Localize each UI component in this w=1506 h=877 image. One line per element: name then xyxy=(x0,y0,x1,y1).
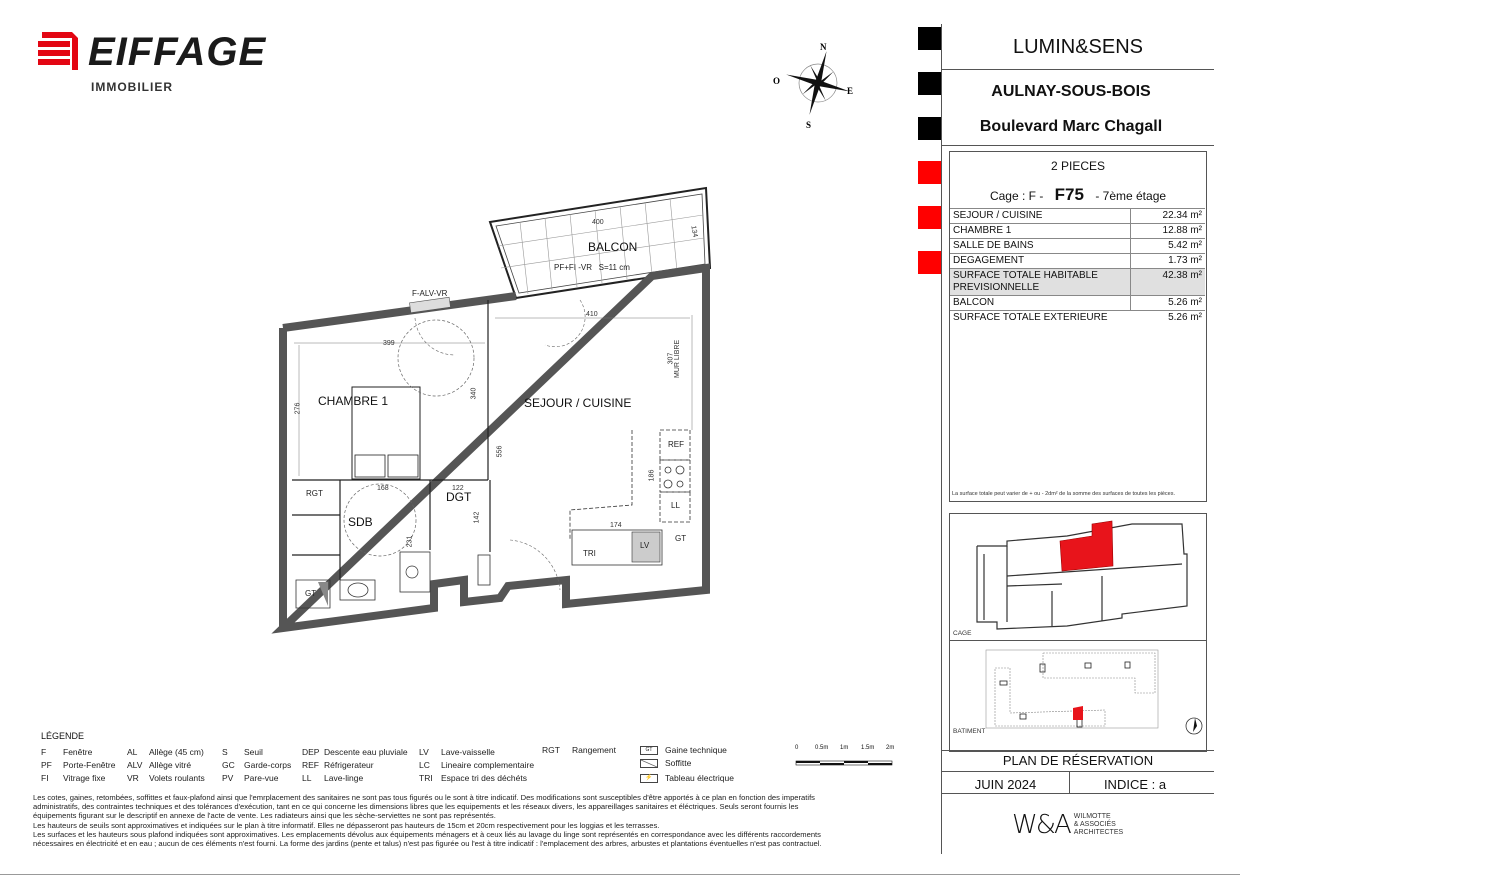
marker-black-1 xyxy=(918,27,941,50)
fixture-rgt: RGT xyxy=(306,489,323,498)
marker-red-1 xyxy=(918,161,941,184)
cage-value: F xyxy=(1028,189,1036,203)
page-bottom-rule xyxy=(0,874,1240,875)
marker-black-3 xyxy=(918,117,941,140)
surface-value: 12.88 m² xyxy=(1131,224,1205,239)
fixture-ll: LL xyxy=(671,501,680,510)
surface-label: SURFACE TOTALE HABITABLE PREVISIONNELLE xyxy=(950,269,1131,296)
marker-black-2 xyxy=(918,72,941,95)
separator: - xyxy=(1095,189,1100,203)
disclaimer-line: Les cotes, gaines, retombées, soffittes et faux-plafond ainsi que l'emrplacement des sanitaires ne sont pas tous figurés ou le sont à titre indicatif. Des modifications sont susceptibles d'être apportés à ce plan en fonction des imperatifs xyxy=(33,793,815,802)
dim-142: 142 xyxy=(473,511,481,524)
surface-label: DEGAGEMENT xyxy=(950,254,1131,269)
legend-abbr: AL xyxy=(127,747,138,757)
compass-rose-icon xyxy=(770,40,860,130)
cage-label: Cage : xyxy=(989,189,1026,203)
fixture-tri: TRI xyxy=(583,549,596,558)
keyplan-cage xyxy=(952,516,1204,638)
legend-text: Lave-linge xyxy=(324,773,364,783)
disclaimer-text xyxy=(33,793,923,848)
legend-abbr: DEP xyxy=(302,747,320,757)
keyplan-batiment-label: BATIMENT xyxy=(953,728,986,735)
legend-abbr: LL xyxy=(302,773,312,783)
disclaimer-line: Les hauteurs de seuils sont approximatives et indiquées sur le plan à titre informatif. Elles ne dépasseront pas hauteurs de 15cm et 20cm respectivement pour les loggias et les terrasses. xyxy=(33,820,660,830)
tableau-electrique-icon: ⚡ xyxy=(640,774,658,783)
mur-libre-label: MUR LIBRE xyxy=(674,339,681,378)
dim-399: 399 xyxy=(383,340,395,347)
legend-abbr: TRI xyxy=(419,773,433,783)
keyplan-divider xyxy=(950,640,1206,641)
architect-logo xyxy=(1012,810,1123,840)
svg-text:O: O xyxy=(773,76,781,86)
fixture-gt-kitchen: GT xyxy=(675,534,687,543)
legend-abbr: ALV xyxy=(127,760,143,770)
legend-text: Allège (45 cm) xyxy=(149,747,204,757)
legend-abbr: S xyxy=(222,747,228,757)
surface-label: BALCON xyxy=(950,296,1131,311)
legend-column xyxy=(222,747,291,783)
architect-line: WILMOTTE xyxy=(1073,813,1111,820)
legend-text: Volets roulants xyxy=(149,773,205,783)
opening-door-label: PF+FI -VR S=11 cm xyxy=(554,263,630,272)
scale-tick: 1m xyxy=(840,745,849,751)
panel-divider xyxy=(941,24,942,854)
disclaimer-line: administratifs, des contraintes techniques et des tolérances d'exécution, tant en ce qui concerne les dimensions libres que les equipements et les réseaux divers, les appareillages sanitaires et éléctriques. Seuls seront fournis les xyxy=(33,802,799,812)
scale-bar-graphic xyxy=(795,757,895,767)
legend-column xyxy=(302,747,408,783)
dim-134: 134 xyxy=(689,225,699,238)
scale-tick: 0.5m xyxy=(815,745,829,751)
legend-symbols xyxy=(640,745,734,783)
legend-text: Tableau électrique xyxy=(665,773,734,783)
surface-value: 22.34 m² xyxy=(1131,209,1205,224)
surface-label: SALLE DE BAINS xyxy=(950,239,1131,254)
legend-abbr: GC xyxy=(222,760,235,770)
legend-text: Réfrigerateur xyxy=(324,760,374,770)
legend-column xyxy=(542,745,616,755)
svg-text:S: S xyxy=(806,120,812,130)
marker-red-3 xyxy=(918,251,941,274)
legend-text: Vitrage fixe xyxy=(63,773,106,783)
legend-column xyxy=(419,747,534,783)
surface-value: 5.42 m² xyxy=(1131,239,1205,254)
divider xyxy=(942,771,1214,772)
dim-122: 122 xyxy=(452,485,464,492)
opening-window-label: F-ALV-VR xyxy=(412,289,448,298)
disclaimer-line: nécessaires en électricité et en eau ; aucun de ces éléments n'est fourni. La forme des jardins (pente et talus) n'est pas figurée ou l'est à titre indicatif : l'emplacement des arbres, arbustes et plantations éventuelles n'est pas contractuel. xyxy=(33,839,822,849)
legend-title: LÉGENDE xyxy=(41,731,85,741)
floor-plan xyxy=(270,180,730,640)
separator: - xyxy=(1039,189,1044,203)
legend-text: Allège vitré xyxy=(149,760,192,770)
room-label-chambre: CHAMBRE 1 xyxy=(318,394,389,408)
legend-text: Porte-Fenêtre xyxy=(63,760,116,770)
eiffage-logo-icon xyxy=(38,32,78,70)
legend-abbr: FI xyxy=(41,773,49,783)
divider xyxy=(942,793,1214,794)
project-street: Boulevard Marc Chagall xyxy=(979,118,1163,135)
fixture-ref: REF xyxy=(668,440,684,449)
surface-value: 5.26 m² xyxy=(1131,296,1205,311)
dim-168: 168 xyxy=(377,485,389,492)
floor-level: 7ème étage xyxy=(1102,189,1167,203)
divider xyxy=(942,750,1214,751)
soffitte-icon xyxy=(640,759,658,768)
architect-mark: W&A xyxy=(1012,810,1070,840)
legend-abbr: F xyxy=(41,747,47,757)
architect-line: ARCHITECTES xyxy=(1073,829,1124,836)
fixture-lv: LV xyxy=(640,541,650,550)
keyplan-batiment xyxy=(985,648,1160,730)
svg-text:E: E xyxy=(847,86,854,96)
legend-text: Fenêtre xyxy=(63,747,93,757)
surface-value: 42.38 m² xyxy=(1131,269,1205,296)
dim-400: 400 xyxy=(592,219,604,226)
legend-column xyxy=(41,747,115,783)
dim-276: 276 xyxy=(294,402,302,415)
lot-number: F75 xyxy=(1054,185,1084,204)
keyplan-cage-label: CAGE xyxy=(953,630,972,637)
document-title: PLAN DE RÉSERVATION xyxy=(1002,753,1154,768)
surface-value: 5.26 m² xyxy=(1131,311,1205,326)
table-row-total xyxy=(950,269,1205,296)
legend-text: Espace tri des déchéts xyxy=(441,773,527,783)
dim-410: 410 xyxy=(586,311,598,318)
legend-abbr: LC xyxy=(419,760,430,770)
table-row xyxy=(950,239,1205,254)
surface-note: La surface totale peut varier de + ou - 2dm² de la somme des surfaces de toutes les pièces. xyxy=(952,491,1176,497)
north-arrow-icon xyxy=(1184,716,1204,736)
legend-text: Descente eau pluviale xyxy=(324,747,408,757)
dim-340: 340 xyxy=(470,387,478,400)
table-row xyxy=(950,311,1205,326)
legend-abbr: VR xyxy=(127,773,139,783)
marker-red-2 xyxy=(918,206,941,229)
disclaimer-line: Les surfaces et les hauteurs sous plafond indiquées sont approximatives. Les emplacements dévolus aux équipements ménagers et à ceux liés au lavage du linge sont représentés en correspondance avec les différents raccordements xyxy=(33,829,821,839)
table-row xyxy=(950,209,1205,224)
dim-186: 186 xyxy=(648,469,656,482)
dim-307: 307 xyxy=(667,352,675,365)
architect-line: & ASSOCIÉS xyxy=(1073,821,1116,828)
legend-text: Lave-vaisselle xyxy=(441,747,495,757)
surface-label: SURFACE TOTALE EXTERIEURE xyxy=(950,311,1131,326)
surface-label: SEJOUR / CUISINE xyxy=(950,209,1131,224)
scale-bar xyxy=(795,745,895,772)
document-index: INDICE : a xyxy=(1103,777,1167,792)
legend-text: Soffitte xyxy=(665,758,692,768)
legend-abbr: RGT xyxy=(542,745,560,755)
room-label-sejour: SEJOUR / CUISINE xyxy=(524,396,632,410)
apartment-type: 2 PIECES xyxy=(1050,159,1106,173)
scale-tick: 1.5m xyxy=(861,745,875,751)
legend-text: Garde-corps xyxy=(244,760,292,770)
brand-subtitle: IMMOBILIER xyxy=(91,80,173,94)
legend-text: Rangement xyxy=(572,745,616,755)
divider xyxy=(942,69,1214,70)
surface-value: 1.73 m² xyxy=(1131,254,1205,269)
scale-tick: 2m xyxy=(886,745,895,751)
dim-556: 556 xyxy=(496,445,504,458)
table-row xyxy=(950,254,1205,269)
legend-abbr: PV xyxy=(222,773,234,783)
legend-abbr: LV xyxy=(419,747,429,757)
dim-231: 231 xyxy=(406,535,414,548)
legend-text: Lineaire complementaire xyxy=(441,760,535,770)
project-name: LUMIN&SENS xyxy=(1012,36,1144,58)
legend-text: Pare-vue xyxy=(244,773,279,783)
brand-name: EIFFAGE xyxy=(88,30,267,74)
table-row xyxy=(950,224,1205,239)
gaine-technique-icon: GT xyxy=(640,746,658,755)
scale-tick: 0 xyxy=(795,745,799,751)
fixture-gt: GT xyxy=(305,589,317,598)
surface-label: CHAMBRE 1 xyxy=(950,224,1131,239)
legend-column xyxy=(127,747,205,783)
room-label-dgt: DGT xyxy=(446,490,472,504)
surface-table xyxy=(950,208,1205,325)
svg-text:N: N xyxy=(820,42,827,52)
room-label-balcon: BALCON xyxy=(588,240,638,254)
table-row xyxy=(950,296,1205,311)
apartment-cage-line xyxy=(949,185,1207,205)
dim-174: 174 xyxy=(610,522,622,529)
legend-text: Seuil xyxy=(244,747,263,757)
architect-name xyxy=(1074,813,1123,837)
disclaimer-line: équipements figurant sur le descriptif en annexe de l'acte de vente. Les radiateurs ainsi que les sèche-serviettes ne sont pas représentés. xyxy=(33,811,496,821)
project-city: AULNAY-SOUS-BOIS xyxy=(991,83,1151,100)
divider xyxy=(942,145,1214,146)
legend-abbr: PF xyxy=(41,760,52,770)
legend-abbr: REF xyxy=(302,760,319,770)
legend-text: Gaine technique xyxy=(665,745,727,755)
document-date: JUIN 2024 xyxy=(974,777,1037,792)
room-label-sdb: SDB xyxy=(348,515,373,529)
